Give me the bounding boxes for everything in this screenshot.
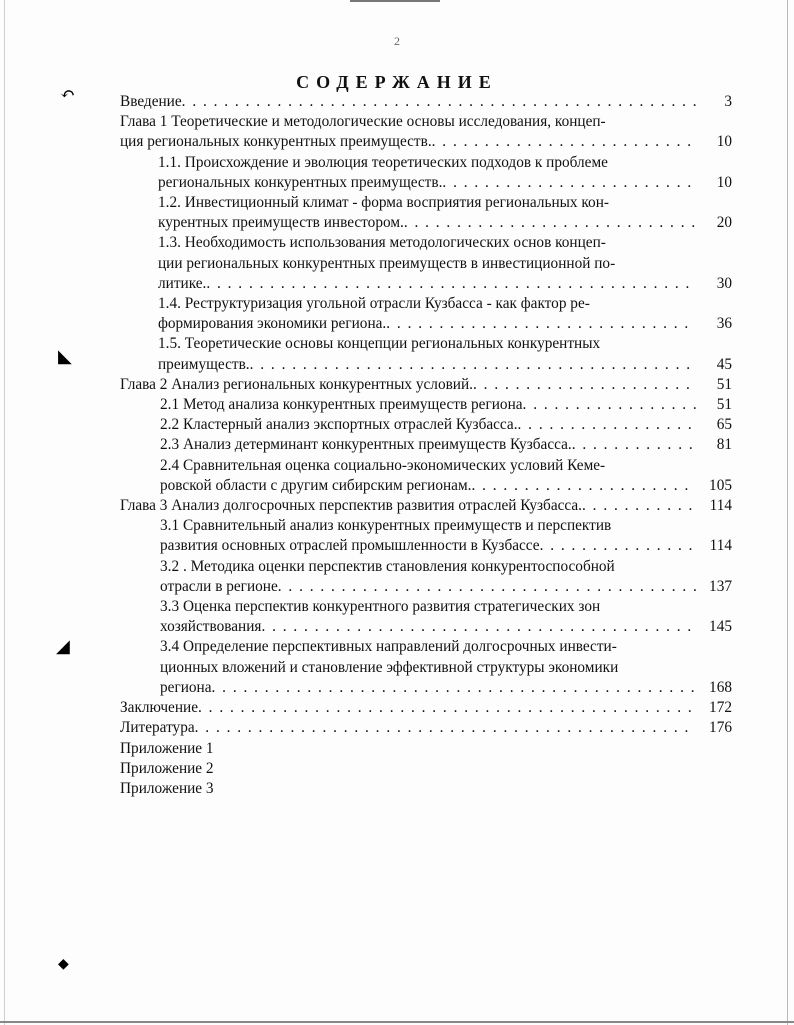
toc-entry-text: Глава 3 Анализ долгосрочных перспектив развития отраслей Кузбасса.: [120, 497, 583, 515]
toc-entry-text: 3.4 Определение перспективных направлений долгосрочных инвести-: [160, 638, 617, 656]
toc-entry-line: [120, 375, 732, 395]
toc-page-number: 10: [716, 173, 732, 191]
toc-entry-line: [160, 617, 732, 637]
toc-entry-line: [160, 476, 732, 496]
appendix-entry[interactable]: Приложение 1: [120, 739, 214, 757]
toc-entry-text: ции региональных конкурентных преимуществ в инвестиционной по-: [158, 254, 616, 272]
scan-top-edge: [350, 0, 440, 2]
toc-entry-text: хозяйствования: [160, 618, 262, 636]
toc-entry-text: ционных вложений и становление эффективной структуры экономики: [160, 658, 619, 676]
dot-leader: [572, 435, 696, 455]
toc-entry-line: [160, 577, 732, 597]
toc-page-number: 168: [709, 678, 732, 696]
toc-entry[interactable]: [120, 496, 732, 516]
dot-leader: [540, 536, 696, 556]
toc-entry[interactable]: [120, 153, 732, 193]
toc-entry-text: 2.4 Сравнительная оценка социально-экономических условий Кеме-: [160, 456, 606, 474]
toc-entry-text: 1.5. Теоретические основы концепции региональных конкурентных: [158, 335, 601, 353]
toc-entry-text: региона: [160, 678, 212, 696]
toc-entry-line: [160, 678, 732, 698]
scan-speck-mark: ◆: [58, 957, 69, 972]
toc-page-number: 172: [709, 699, 732, 717]
toc-entry-text: Глава 2 Анализ региональных конкурентных условий.: [120, 375, 474, 393]
toc-entry-text: курентных преимуществ инвестором.: [158, 214, 404, 232]
toc-entry-text: формирования экономики региона.: [158, 315, 387, 333]
toc-entry[interactable]: [120, 233, 732, 294]
toc-page-number: 176: [709, 719, 732, 737]
scan-speck-mark: ◣: [58, 346, 72, 366]
appendix-entry[interactable]: Приложение 2: [120, 759, 214, 777]
toc-entry[interactable]: [120, 375, 732, 395]
toc-entry-line: [160, 435, 732, 455]
toc-entry[interactable]: [120, 415, 732, 435]
toc-entry-text: 1.3. Необходимость использования методологических основ концеп-: [158, 234, 606, 252]
toc-entry-line: [120, 92, 732, 112]
toc-entry[interactable]: [120, 435, 732, 455]
dot-leader: [198, 698, 696, 718]
dot-leader: [404, 213, 696, 233]
page-number: 2: [394, 34, 400, 48]
toc-entry-line: [160, 536, 732, 556]
toc-entry[interactable]: [120, 456, 732, 496]
toc-entry-line: [158, 314, 732, 334]
page-title: СОДЕРЖАНИЕ: [296, 72, 498, 92]
toc-entry-line: [158, 213, 732, 233]
toc-entry[interactable]: [120, 112, 732, 152]
toc-entry-text: Введение: [120, 93, 182, 110]
toc-entry-text: Литература: [120, 719, 195, 737]
toc-entry-line: [160, 415, 732, 435]
toc-page-number: 137: [709, 577, 732, 595]
toc-entry[interactable]: [120, 718, 732, 738]
toc-entry[interactable]: [120, 637, 732, 698]
dot-leader: [278, 577, 696, 597]
toc-entry[interactable]: [120, 193, 732, 233]
dot-leader: [471, 476, 696, 496]
dot-leader: [206, 274, 696, 294]
toc-page-number: 65: [716, 416, 732, 434]
dot-leader: [182, 92, 696, 112]
toc-entry-text: 3.2 . Методика оценки перспектив становления конкурентоспособной: [160, 557, 615, 575]
toc-page-number: 105: [709, 476, 732, 494]
toc-entry-line: [120, 496, 732, 516]
toc-entry-line: [120, 698, 732, 718]
toc-entry[interactable]: [120, 698, 732, 718]
toc-page-number: 20: [716, 214, 732, 232]
toc-entry-text: 3.1 Сравнительный анализ конкурентных преимуществ и перспектив: [160, 517, 612, 535]
toc-entry-text: региональных конкурентных преимуществ.: [158, 173, 443, 191]
toc-entry-line: [158, 274, 732, 294]
dot-leader: [523, 395, 696, 415]
dot-leader: [582, 496, 696, 516]
toc-entry-text: 1.1. Происхождение и эволюция теоретических подходов к проблеме: [158, 153, 608, 171]
dot-leader: [386, 314, 696, 334]
toc-page-number: 51: [716, 375, 732, 393]
toc-entry[interactable]: [120, 395, 732, 415]
scan-bottom-edge: [0, 1021, 794, 1023]
toc-entry-text: отрасли в регионе: [160, 577, 278, 595]
toc-page-number: 45: [716, 355, 732, 373]
scan-left-edge: [4, 0, 5, 1025]
toc-entry[interactable]: [120, 597, 732, 637]
toc-entry-text: ровской области с другим сибирским регионам.: [160, 476, 472, 494]
toc-entry-text: преимуществ.: [158, 355, 250, 373]
toc-entry-text: Заключение: [120, 699, 199, 717]
toc-entry-text: литике.: [158, 274, 207, 292]
scan-speck-mark: ↶: [60, 84, 76, 104]
toc-entry-text: 1.4. Реструктуризация угольной отрасли Кузбасса - как фактор ре-: [158, 295, 590, 313]
toc-page-number: 145: [709, 618, 732, 636]
toc-entry[interactable]: [120, 294, 732, 334]
toc-page-number: 51: [716, 396, 732, 414]
scan-right-edge: [787, 0, 788, 1025]
toc-entry-line: [120, 718, 732, 738]
toc-entry-text: 2.2 Кластерный анализ экспортных отраслей Кузбасса.: [160, 416, 518, 434]
dot-leader: [518, 415, 696, 435]
toc-page-number: 36: [716, 315, 732, 333]
toc-entry-text: развития основных отраслей промышленности в Кузбассе: [160, 537, 540, 555]
scan-speck-mark: ◢: [56, 636, 70, 656]
toc-entry-line: [158, 355, 732, 375]
dot-leader: [261, 617, 696, 637]
toc-page-number: 30: [716, 274, 732, 292]
toc-entry[interactable]: [120, 334, 732, 374]
dot-leader: [442, 173, 696, 193]
toc-page-number: 114: [709, 537, 732, 555]
table-of-contents: [120, 92, 732, 799]
appendix-entry[interactable]: Приложение 3: [120, 779, 214, 797]
dot-leader: [473, 375, 696, 395]
toc-entry-line: [158, 173, 732, 193]
toc-entry-text: 3.3 Оценка перспектив конкурентного развития стратегических зон: [160, 598, 601, 616]
dot-leader: [432, 132, 696, 152]
toc-entry-text: 2.1 Метод анализа конкурентных преимуществ региона: [160, 396, 523, 414]
dot-leader: [212, 678, 696, 698]
dot-leader: [250, 355, 696, 375]
toc-page-number: 81: [716, 436, 732, 454]
toc-page-number: 10: [716, 133, 732, 151]
toc-page-number: 114: [709, 497, 732, 515]
dot-leader: [195, 718, 696, 738]
toc-entry-line: [160, 395, 732, 415]
toc-entry-text: 1.2. Инвестиционный климат - форма восприятия региональных кон-: [158, 194, 609, 212]
toc-entry-text: 2.3 Анализ детерминант конкурентных преимуществ Кузбасса.: [160, 436, 572, 454]
toc-entry[interactable]: [120, 516, 732, 556]
toc-entry-line: [120, 132, 732, 152]
toc-page-number: 3: [724, 93, 732, 110]
toc-entry-text: Глава 1 Теоретические и методологические основы исследования, концеп-: [120, 113, 606, 131]
toc-entry-text: ция региональных конкурентных преимуществ.: [120, 133, 432, 151]
toc-entry[interactable]: [120, 557, 732, 597]
toc-entry[interactable]: [120, 92, 732, 112]
